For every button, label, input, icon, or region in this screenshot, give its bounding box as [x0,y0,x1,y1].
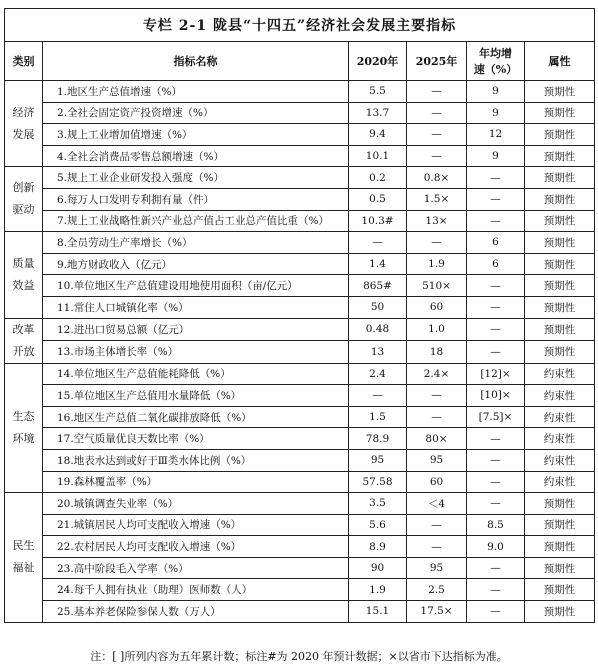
value-2020-cell: — [349,385,407,407]
growth-rate-cell: — [467,296,525,318]
table-row [5,341,595,364]
value-2020-cell: 13 [349,341,407,364]
indicator-name-cell: 24.每千人拥有执业（助理）医师数（人） [43,579,349,601]
value-2025-cell: 60 [407,296,467,318]
header-growth-line2: 速（%） [473,63,518,76]
value-2025-cell: 1.9 [407,253,467,275]
table-row [5,428,595,450]
table-title: 专栏 2-1 陇县“十四五”经济社会发展主要指标 [5,9,595,42]
value-2025-cell: — [407,536,467,558]
value-2020-cell: 10.3# [349,210,407,232]
attribute-cell: 约束性 [525,385,595,407]
value-2020-cell: 0.5 [349,188,407,210]
attribute-cell: 预期性 [525,188,595,210]
indicator-name-cell: 14.单位地区生产总值能耗降低（%） [43,363,349,385]
value-2020-cell: 50 [349,296,407,318]
indicator-name-cell: 1.地区生产总值增速（%） [43,81,349,103]
table-row [5,536,595,558]
attribute-cell: 预期性 [525,145,595,167]
indicator-name-cell: 15.单位地区生产总值用水量降低（%） [43,385,349,407]
category-label-line2: 开放 [12,344,35,358]
value-2025-cell: ＜4 [407,493,467,515]
category-label-line2: 驱动 [12,203,35,217]
indicator-name-cell: 11.常住人口城镇化率（%） [43,296,349,318]
header-2020: 2020年 [349,42,407,81]
category-cell [5,232,43,318]
value-2020-cell: 1.9 [349,579,407,601]
table-row [5,557,595,579]
category-label-line1: 生态 [12,409,35,423]
table-row [5,296,595,318]
category-label-line1: 经济 [12,105,35,119]
category-label-line1: 改革 [12,322,35,336]
attribute-cell: 预期性 [525,275,595,297]
value-2025-cell: — [407,406,467,428]
table-row [5,232,595,254]
value-2025-cell: — [407,124,467,146]
value-2020-cell: 2.4 [349,363,407,385]
attribute-cell: 预期性 [525,536,595,558]
growth-rate-cell: 9 [467,145,525,167]
category-label-line1: 质量 [12,256,35,270]
attribute-cell: 预期性 [525,210,595,232]
value-2025-cell: 1.5× [407,188,467,210]
value-2025-cell: 13× [407,210,467,232]
attribute-cell: 预期性 [525,167,595,189]
header-growth [467,42,525,81]
attribute-cell: 预期性 [525,81,595,103]
category-cell [5,318,43,363]
value-2020-cell: 57.58 [349,471,407,493]
category-label-line2: 效益 [12,278,35,292]
value-2020-cell: 1.4 [349,253,407,275]
growth-rate-cell: [12]× [467,363,525,385]
header-2025: 2025年 [407,42,467,81]
value-2020-cell: 10.1 [349,145,407,167]
category-label-line2: 福祉 [12,561,35,575]
indicator-name-cell: 6.每万人口发明专利拥有量（件） [43,188,349,210]
growth-rate-cell: — [467,557,525,579]
attribute-cell: 预期性 [525,557,595,579]
value-2020-cell: 15.1 [349,601,407,623]
indicator-name-cell: 19.森林覆盖率（%） [43,471,349,493]
attribute-cell: 约束性 [525,471,595,493]
table-row [5,363,595,385]
attribute-cell: 预期性 [525,102,595,124]
table-row [5,102,595,124]
growth-rate-cell: — [467,275,525,297]
value-2025-cell: 18 [407,341,467,364]
category-cell [5,363,43,493]
attribute-cell: 预期性 [525,124,595,146]
indicator-name-cell: 18.地表水达到或好于Ⅲ类水体比例（%） [43,449,349,471]
indicator-name-cell: 22.农村居民人均可支配收入增速（%） [43,536,349,558]
indicator-table [4,8,595,623]
value-2025-cell: — [407,102,467,124]
indicator-name-cell: 12.进出口贸易总额（亿元） [43,318,349,341]
footnote: 注：[ ]所列内容为五年累计数；标注#为 2020 年预计数据；×以省市下达指标为准。 [90,650,508,663]
value-2025-cell: 2.5 [407,579,467,601]
category-cell [5,167,43,232]
attribute-cell: 预期性 [525,514,595,536]
table-row [5,318,595,341]
growth-rate-cell: [10]× [467,385,525,407]
indicator-name-cell: 5.规上工业企业研发投入强度（%） [43,167,349,189]
indicator-name-cell: 7.规上工业战略性新兴产业总产值占工业总产值比重（%） [43,210,349,232]
attribute-cell: 预期性 [525,601,595,623]
table-row [5,449,595,471]
indicator-name-cell: 16.地区生产总值二氧化碳排放降低（%） [43,406,349,428]
growth-rate-cell: — [467,601,525,623]
value-2020-cell: 0.2 [349,167,407,189]
indicator-name-cell: 17.空气质量优良天数比率（%） [43,428,349,450]
value-2025-cell: 80× [407,428,467,450]
table-row [5,493,595,515]
growth-rate-cell: — [467,471,525,493]
table-row [5,471,595,493]
table-row [5,253,595,275]
table-body [5,81,595,623]
table-row [5,81,595,103]
indicator-name-cell: 20.城镇调查失业率（%） [43,493,349,515]
value-2020-cell: 90 [349,557,407,579]
category-label-line1: 民生 [12,539,35,553]
table-row [5,385,595,407]
attribute-cell: 预期性 [525,296,595,318]
attribute-cell: 约束性 [525,449,595,471]
value-2025-cell: 0.8× [407,167,467,189]
value-2025-cell: 2.4× [407,363,467,385]
attribute-cell: 预期性 [525,232,595,254]
growth-rate-cell: — [467,493,525,515]
attribute-cell: 预期性 [525,493,595,515]
growth-rate-cell: — [467,341,525,364]
value-2025-cell: 1.0 [407,318,467,341]
header-row [5,42,595,81]
growth-rate-cell: 12 [467,124,525,146]
indicator-name-cell: 2.全社会固定资产投资增速（%） [43,102,349,124]
value-2020-cell: 13.7 [349,102,407,124]
attribute-cell: 约束性 [525,363,595,385]
header-name: 指标名称 [43,42,349,81]
indicator-name-cell: 9.地方财政收入（亿元） [43,253,349,275]
value-2025-cell: 510× [407,275,467,297]
table-row [5,167,595,189]
indicator-name-cell: 13.市场主体增长率（%） [43,341,349,364]
value-2025-cell: 95 [407,557,467,579]
value-2020-cell: 3.5 [349,493,407,515]
table-row [5,406,595,428]
attribute-cell: 预期性 [525,318,595,341]
value-2025-cell: — [407,385,467,407]
value-2020-cell: — [349,232,407,254]
table-row [5,275,595,297]
growth-rate-cell: — [467,210,525,232]
growth-rate-cell: — [467,428,525,450]
indicator-name-cell: 8.全员劳动生产率增长（%） [43,232,349,254]
table-row [5,145,595,167]
attribute-cell: 预期性 [525,253,595,275]
growth-rate-cell: 9 [467,81,525,103]
value-2020-cell: 8.9 [349,536,407,558]
table-row [5,188,595,210]
attribute-cell: 约束性 [525,428,595,450]
growth-rate-cell: 9.0 [467,536,525,558]
growth-rate-cell: 9 [467,102,525,124]
value-2025-cell: 95 [407,449,467,471]
indicator-name-cell: 4.全社会消费品零售总额增速（%） [43,145,349,167]
header-category: 类别 [5,42,43,81]
attribute-cell: 约束性 [525,406,595,428]
growth-rate-cell: — [467,449,525,471]
value-2025-cell: — [407,81,467,103]
table-row [5,579,595,601]
category-label-line2: 环境 [12,431,35,445]
value-2020-cell: 78.9 [349,428,407,450]
value-2020-cell: 0.48 [349,318,407,341]
attribute-cell: 预期性 [525,341,595,364]
value-2020-cell: 1.5 [349,406,407,428]
category-label-line1: 创新 [12,181,35,195]
category-label-line2: 发展 [12,127,35,141]
growth-rate-cell: — [467,188,525,210]
value-2020-cell: 9.4 [349,124,407,146]
header-growth-line1: 年均增 [479,47,512,60]
growth-rate-cell: 6 [467,232,525,254]
indicator-name-cell: 10.单位地区生产总值建设用地使用面积（亩/亿元） [43,275,349,297]
indicator-name-cell: 21.城镇居民人均可支配收入增速（%） [43,514,349,536]
growth-rate-cell: — [467,579,525,601]
value-2025-cell: — [407,145,467,167]
table-row [5,514,595,536]
header-attr: 属性 [525,42,595,81]
value-2025-cell: 17.5× [407,601,467,623]
growth-rate-cell: — [467,318,525,341]
value-2020-cell: 5.5 [349,81,407,103]
attribute-cell: 预期性 [525,579,595,601]
value-2025-cell: — [407,232,467,254]
indicator-name-cell: 3.规上工业增加值增速（%） [43,124,349,146]
category-cell [5,493,43,623]
growth-rate-cell: — [467,167,525,189]
category-cell [5,81,43,167]
table-row [5,124,595,146]
value-2025-cell: 60 [407,471,467,493]
growth-rate-cell: 6 [467,253,525,275]
value-2020-cell: 5.6 [349,514,407,536]
value-2020-cell: 95 [349,449,407,471]
growth-rate-cell: 8.5 [467,514,525,536]
indicator-name-cell: 23.高中阶段毛入学率（%） [43,557,349,579]
indicator-name-cell: 25.基本养老保险参保人数（万人） [43,601,349,623]
table-row [5,601,595,623]
value-2020-cell: 865# [349,275,407,297]
value-2025-cell: — [407,514,467,536]
table-row [5,210,595,232]
growth-rate-cell: [7.5]× [467,406,525,428]
